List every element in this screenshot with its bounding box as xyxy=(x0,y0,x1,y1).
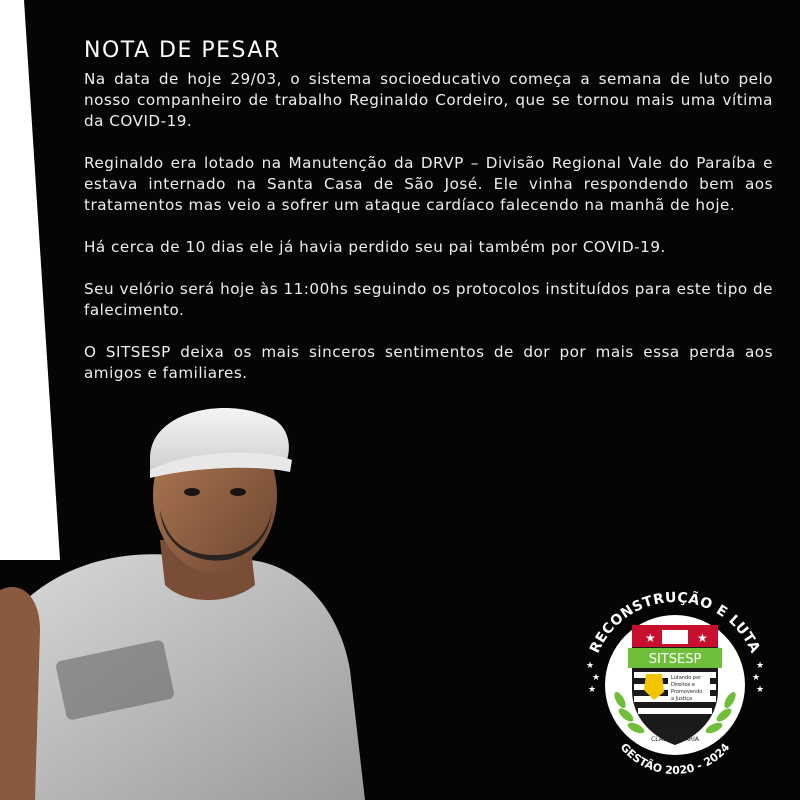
svg-text:★: ★ xyxy=(752,673,761,683)
badge-motto-line: Promovendo xyxy=(671,689,703,695)
notice-paragraph: O SITSESP deixa os mais sinceros sentimentos de dor por mais essa perda aos amigos e familiares. xyxy=(84,343,773,382)
sitsesp-badge xyxy=(570,580,780,780)
svg-text:★: ★ xyxy=(756,685,765,695)
svg-text:★: ★ xyxy=(697,631,708,645)
notice-paragraph: Seu velório será hoje às 11:00hs seguindo os protocolos instituídos para este tipo de falecimento. xyxy=(84,280,773,319)
badge-motto-line: Lutando por xyxy=(671,675,702,681)
portrait-photo xyxy=(0,380,420,800)
notice-text xyxy=(84,38,773,405)
svg-text:★: ★ xyxy=(588,685,597,695)
svg-text:★: ★ xyxy=(756,661,765,671)
svg-text:★: ★ xyxy=(592,673,601,683)
notice-paragraph: Reginaldo era lotado na Manutenção da DRVP – Divisão Regional Vale do Paraíba e estava internado na Santa Casa de São José. Ele vinha respondendo bem aos tratamentos mas veio a sofrer um ataque cardíaco falecendo na manhã de hoje. xyxy=(84,154,773,214)
badge-arc-top: RECONSTRUÇÃO E LUTA xyxy=(586,589,764,656)
badge-president-label: PRESIDENTE: xyxy=(655,729,695,736)
svg-text:★: ★ xyxy=(645,631,656,645)
svg-text:★: ★ xyxy=(586,661,595,671)
notice-paragraph: Na data de hoje 29/03, o sistema socioeducativo começa a semana de luto pelo nosso companheiro de trabalho Reginaldo Cordeiro, que se tornou mais uma vítima da COVID-19. xyxy=(84,70,773,130)
badge-name: SITSESP xyxy=(648,652,702,667)
badge-arc-bottom: GESTÃO 2020 - 2024 xyxy=(617,740,733,778)
notice-title: NOTA DE PESAR xyxy=(84,38,281,63)
notice-paragraph: Há cerca de 10 dias ele já havia perdido seu pai também por COVID-19. xyxy=(84,238,666,256)
badge-motto-line: Direitos e xyxy=(671,682,695,688)
badge-president-name: CLAUDIA MARIA xyxy=(651,736,699,743)
badge-motto-line: a Justiça xyxy=(671,696,693,702)
